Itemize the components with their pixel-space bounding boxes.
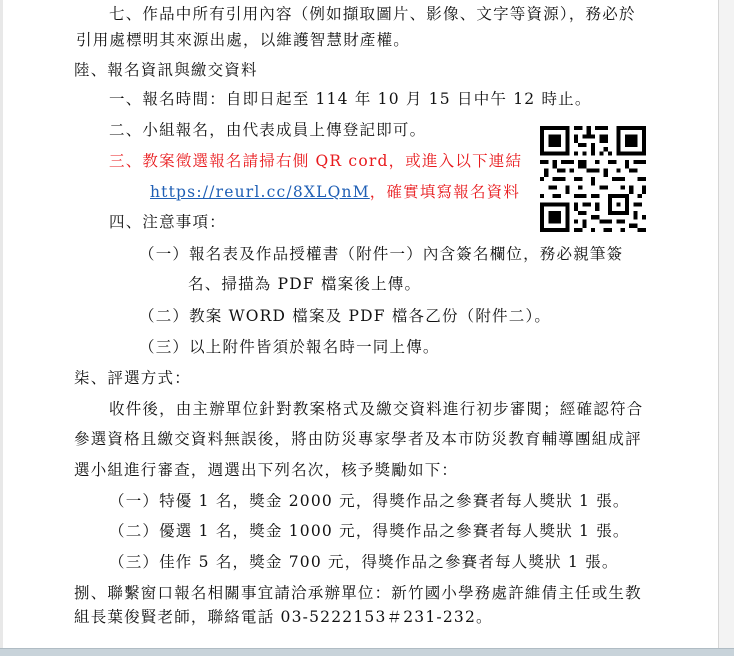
- award-item: （三）佳作 5 名，獎金 700 元，得獎作品之參賽者每人獎狀 1 張。: [109, 553, 619, 571]
- paragraph-line: 選小組進行審查，週選出下列名次，核予獎勵如下：: [74, 461, 459, 479]
- section-heading: 柒、評選方式：: [74, 369, 191, 387]
- list-item: 二、小組報名，由代表成員上傳登記即可。: [109, 121, 427, 139]
- list-item: 四、注意事項：: [109, 213, 226, 231]
- paragraph-line: 引用處標明其來源出處，以維護智慧財產權。: [76, 31, 411, 49]
- paragraph-line: 收件後，由主辦單位針對教案格式及繳交資料進行初步審閱；經確認符合: [109, 400, 644, 418]
- link-trailing-text: ，確實填寫報名資料: [369, 183, 521, 201]
- note-item: （一）報名表及作品授權書（附件一）內含簽名欄位，務必親筆簽: [139, 245, 624, 263]
- note-item: （三）以上附件皆須於報名時一同上傳。: [139, 338, 440, 356]
- qr-code-icon: [538, 126, 648, 232]
- note-item: （二）教案 WORD 檔案及 PDF 檔各乙份（附件二）。: [139, 307, 552, 325]
- award-item: （二）優選 1 名，獎金 1000 元，得獎作品之參賽者每人獎狀 1 張。: [109, 522, 630, 540]
- paragraph-line: 捌、聯繫窗口報名相關事宜請洽承辦單位：新竹國小學務處許維倩主任或生教: [74, 584, 642, 602]
- list-item-highlight-continued: [150, 182, 520, 202]
- list-item: 一、報名時間：自即日起至 114 年 10 月 15 日中午 12 時止。: [109, 90, 592, 108]
- list-item-highlight: 三、教案徵選報名請掃右側 QR cord，或進入以下連結: [109, 152, 523, 170]
- paragraph-line: 組長葉俊賢老師，聯絡電話 03-5222153＃231-232。: [74, 608, 493, 626]
- award-item: （一）特優 1 名，獎金 2000 元，得獎作品之參賽者每人獎狀 1 張。: [109, 492, 630, 510]
- paragraph-line: 七、作品中所有引用內容（例如擷取圖片、影像、文字等資源），務必於: [109, 5, 636, 23]
- section-heading: 陸、報名資訊與繳交資料: [74, 61, 258, 79]
- vertical-scrollbar[interactable]: [718, 0, 734, 655]
- registration-link[interactable]: https://reurl.cc/8XLQnM: [150, 183, 370, 201]
- note-item-continued: 名、掃描為 PDF 檔案後上傳。: [188, 275, 422, 293]
- paragraph-line: 參選資格且繳交資料無誤後，將由防災專家學者及本市防災教育輔導團組成評: [74, 430, 642, 448]
